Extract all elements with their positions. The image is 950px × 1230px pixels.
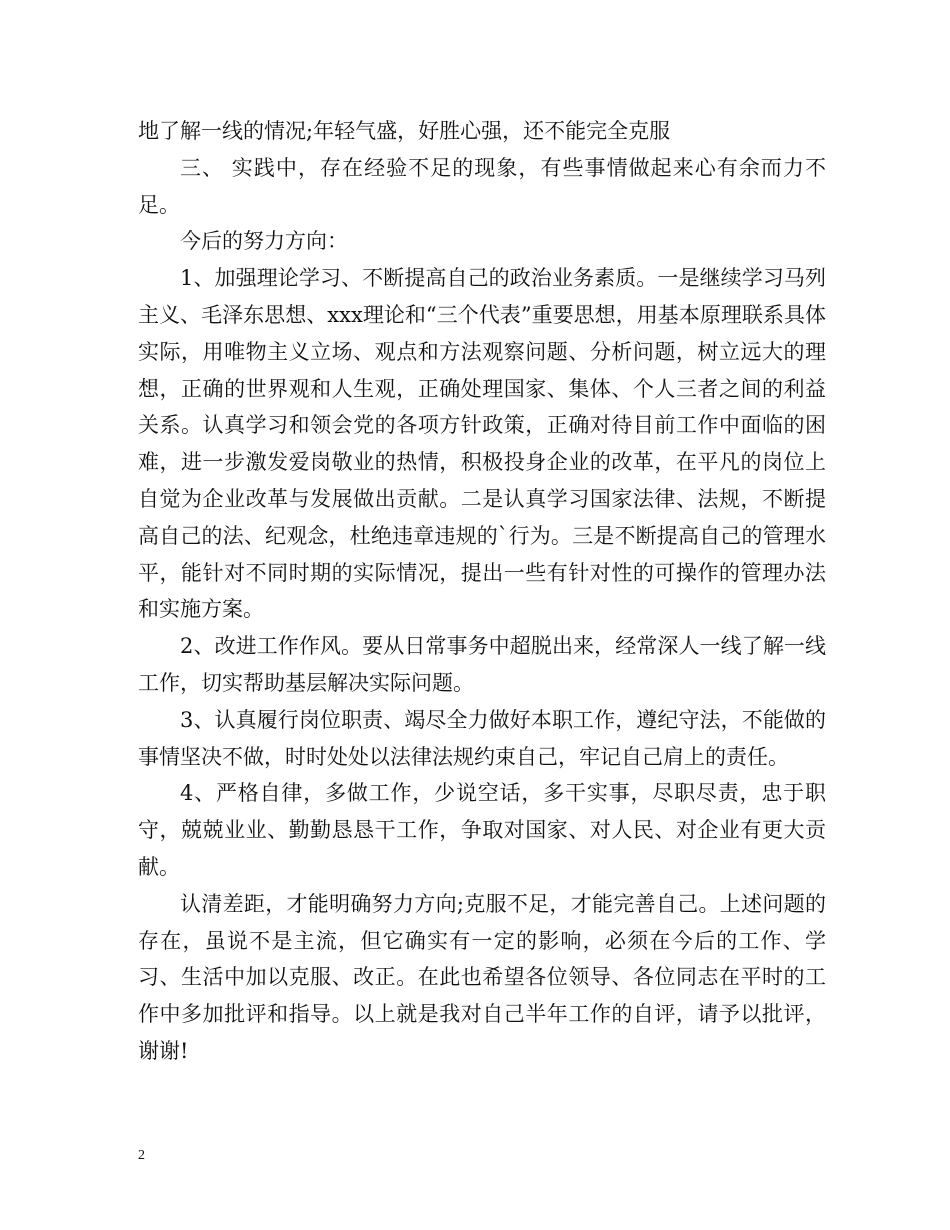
paragraph-item-4: 4、严格自律，多做工作，少说空话，多干实事，尽职尽责，忠于职守，兢兢业业、勤勤恳恳干工作，争取对国家、对人民、对企业有更大贡献。 xyxy=(138,781,826,879)
paragraph-item-2: 2、改进工作作风。要从日常事务中超脱出来，经常深人一线了解一线工作，切实帮助基层解决实际问题。 xyxy=(138,634,826,695)
paragraph-continuation: 地了解一线的情况;年轻气盛，好胜心强，还不能完全克服 xyxy=(138,119,671,143)
document-body xyxy=(138,113,826,1070)
paragraph-conclusion: 认清差距，才能明确努力方向;克服不足，才能完善自己。上述问题的存在，虽说不是主流，但它确实有一定的影响，必须在今后的工作、学习、生活中加以克服、改正。在此也希望各位领导、各位同志在平时的工作中多加批评和指导。以上就是我对自己半年工作的自评，请予以批评，谢谢! xyxy=(138,891,826,1063)
page-number: 2 xyxy=(138,1148,145,1163)
paragraph-future-direction-heading: 今后的努力方向： xyxy=(180,229,348,254)
paragraph-point-three: 三、 实践中，存在经验不足的现象，有些事情做起来心有余而力不足。 xyxy=(138,155,826,217)
paragraph-item-1: 1、加强理论学习、不断提高自己的政治业务素质。一是继续学习马列主义、毛泽东思想、xxx理论和“三个代表”重要思想，用基本原理联系具体实际，用唯物主义立场、观点和方法观察问题、分析问题，树立远大的理想，正确的世界观和人生观，正确处理国家、集体、个人三者之间的利益关系。认真学习和领会党的各项方针政策，正确对待目前工作中面临的困难，进一步激发爱岗敬业的热情，积极投身企业的改革，在平凡的岗位上自觉为企业改革与发展做出贡献。二是认真学习国家法律、法规，不断提高自己的法、纪观念，杜绝违章违规的`行为。三是不断提高自己的管理水平，能针对不同时期的实际情况，提出一些有针对性的可操作的管理办法和实施方案。 xyxy=(138,266,826,622)
paragraph-item-3: 3、认真履行岗位职责、竭尽全力做好本职工作，遵纪守法，不能做的事情坚决不做，时时处处以法律法规约束自己，牢记自己肩上的责任。 xyxy=(138,707,826,769)
